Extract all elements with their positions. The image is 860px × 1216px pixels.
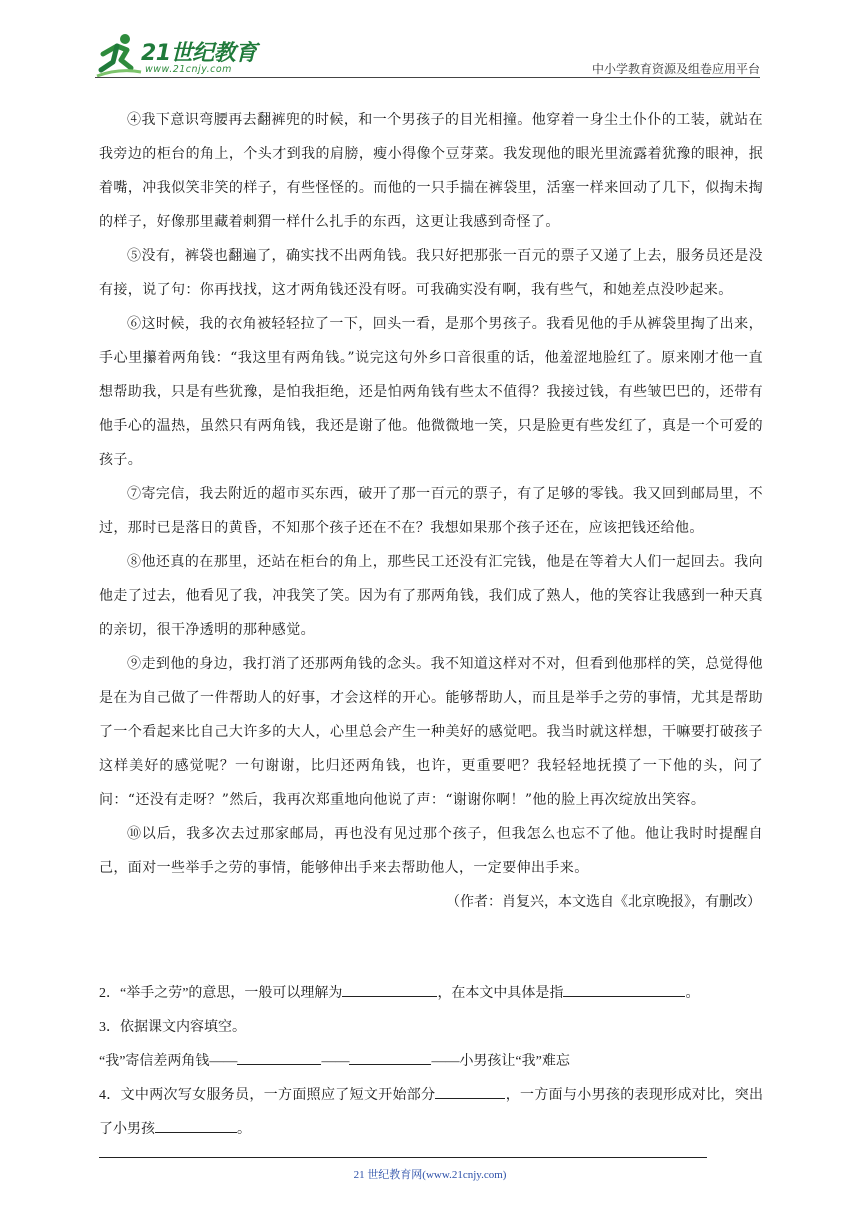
question-2-text-a: 2．“举手之劳”的意思，一般可以理解为 (99, 986, 343, 1001)
article-source: （作者：肖复兴，本文选自《北京晚报》，有删改） (446, 894, 761, 910)
site-logo[interactable] (95, 32, 265, 78)
header-divider (95, 77, 760, 78)
question-3: 3．依据课文内容填空。 (99, 1020, 246, 1035)
paragraph-4: ④我下意识弯腰再去翻裤兜的时候，和一个男孩子的目光相撞。他穿着一身尘土仆仆的工装，就站在我旁边的柜台的角上，个头才到我的肩膀，瘦小得像个豆芽菜。我发现他的眼光里流露着犹豫的眼神，抿着嘴，冲我似笑非笑的样子，有些怪怪的。而他的一只手揣在裤袋里，活塞一样来回动了几下，似掏未掏的样子，好像那里藏着刺猬一样什么扎手的东西，这更让我感到奇怪了。 (99, 112, 763, 230)
paragraph-5: ⑤没有，裤袋也翻遍了，确实找不出两角钱。我只好把那张一百元的票子又递了上去，服务员还是没有接，说了句：你再找找，这才两角钱还没有呀。可我确实没有啊，我有些气，和她差点没吵起来。 (99, 248, 763, 298)
paragraph-10: ⑩以后，我多次去过那家邮局，再也没有见过那个孩子，但我怎么也忘不了他。他让我时时提醒自己，面对一些举手之劳的事情，能够伸出手来去帮助他人，一定要伸出手来。 (99, 826, 763, 876)
question-2-text-c: 。 (685, 986, 700, 1001)
answer-blank-2a[interactable] (342, 982, 437, 997)
platform-name: 中小学教育资源及组卷应用平台 (591, 62, 760, 76)
logo-url: www.21cnjy.com (145, 64, 232, 75)
question-3-fill (99, 1045, 763, 1079)
question-4-text-c: 。 (237, 1122, 251, 1137)
paragraph-6: ⑥这时候，我的衣角被轻轻拉了一下，回头一看，是那个男孩子。我看见他的手从裤袋里掏了出来，手心里攥着两角钱：“我这里有两角钱。”说完这句外乡口音很重的话，他羞涩地脸红了。原来刚才他一直想帮助我，只是有些犹豫，是怕我拒绝，还是怕两角钱有些太不值得？我接过钱，有些皱巴巴的，还带有他手心的温热，虽然只有两角钱，我还是谢了他。他微微地一笑，只是脸更有些发红了，真是一个可爱的孩子。 (99, 316, 763, 468)
logo-text: 21世纪教育 (141, 41, 257, 66)
question-4 (99, 1079, 763, 1147)
answer-blank-3b[interactable] (349, 1050, 431, 1065)
question-4-text-a: 4．文中两次写女服务员，一方面照应了短文开始部分 (99, 1088, 436, 1103)
paragraph-8: ⑧他还真的在那里，还站在柜台的角上，那些民工还没有汇完钱，他是在等着大人们一起回去。我向他走了过去，他看见了我，冲我笑了笑。因为有了那两角钱，我们成了熟人，他的笑容让我感到一种天真的亲切，很干净透明的那种感觉。 (99, 554, 763, 638)
article-body (99, 103, 763, 919)
question-2-text-b: ，在本文中具体是指 (437, 986, 564, 1001)
page-footer[interactable]: 21 世纪教育网(www.21cnjy.com) (353, 1169, 507, 1181)
answer-blank-4a[interactable] (435, 1084, 505, 1099)
answer-blank-4b[interactable] (155, 1118, 237, 1133)
questions-section (99, 977, 763, 1147)
answer-blank-2b[interactable] (563, 982, 685, 997)
page-header (95, 30, 760, 80)
question-3-text-c: ——小男孩让“我”难忘 (431, 1054, 570, 1069)
question-3-text-a: “我”寄信差两角钱—— (99, 1054, 238, 1069)
paragraph-9: ⑨走到他的身边，我打消了还那两角钱的念头。我不知道这样对不对，但看到他那样的笑，总觉得他是在为自己做了一件帮助人的好事，才会这样的开心。能够帮助人，而且是举手之劳的事情，尤其是帮助了一个看起来比自己大许多的大人，心里总会产生一种美好的感觉吧。我当时就这样想，干嘛要打破孩子这样美好的感觉呢？一句谢谢，比归还两角钱，也许，更重要吧？我轻轻地抚摸了一下他的头，问了问：“还没有走呀？”然后，我再次郑重地向他说了声：“谢谢你啊！”他的脸上再次绽放出笑容。 (99, 656, 763, 808)
footer-divider (99, 1157, 707, 1158)
paragraph-7: ⑦寄完信，我去附近的超市买东西，破开了那一百元的票子，有了足够的零钱。我又回到邮局里，不过，那时已是落日的黄昏，不知那个孩子还在不在？我想如果那个孩子还在，应该把钱还给他。 (99, 486, 763, 536)
runner-icon (95, 32, 143, 78)
question-3-text-b: —— (321, 1054, 350, 1069)
question-2 (99, 977, 763, 1011)
answer-blank-3a[interactable] (237, 1050, 321, 1065)
question-4-text-b: ，一方面与小男孩的表现形成对比，突出了小男孩 (99, 1088, 764, 1137)
